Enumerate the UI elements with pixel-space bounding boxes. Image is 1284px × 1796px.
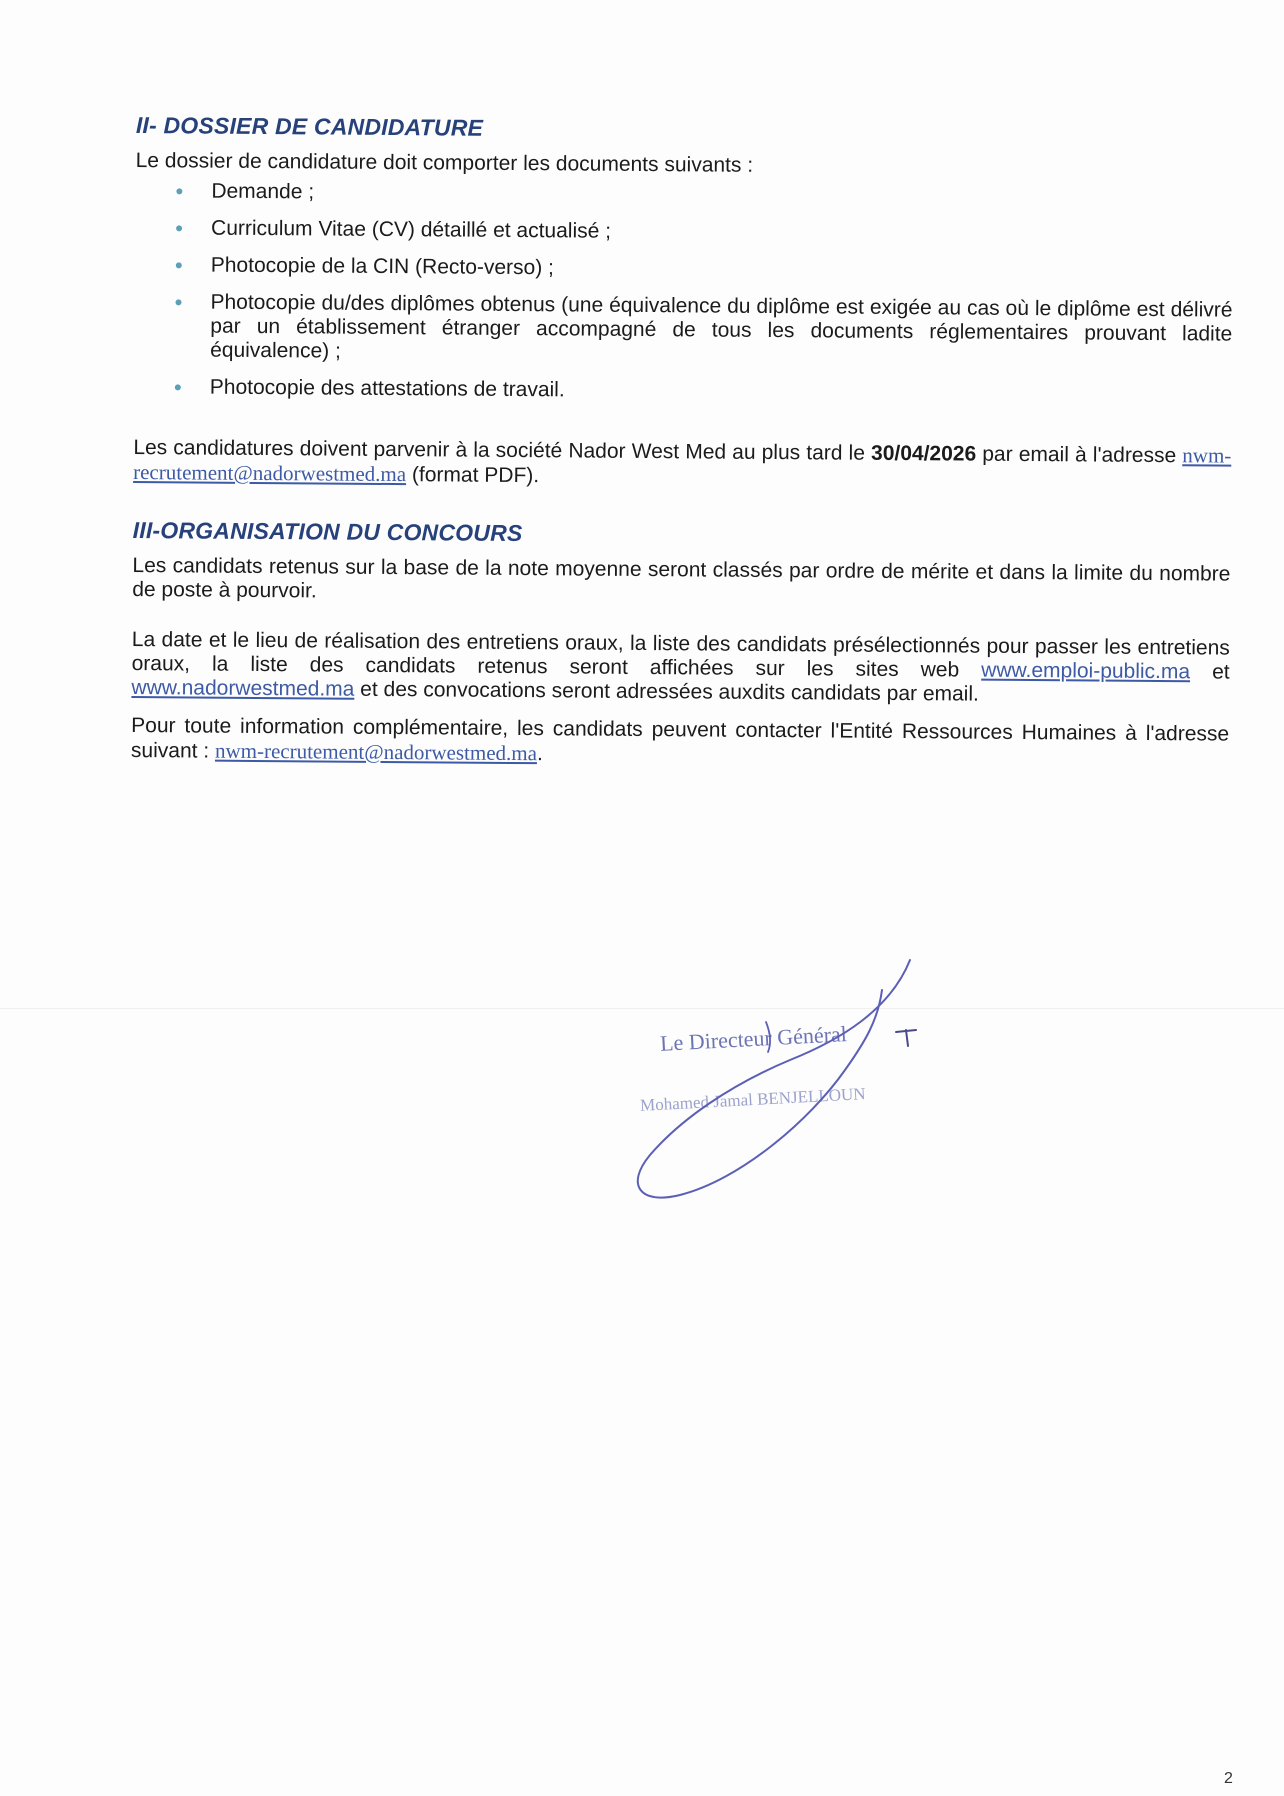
section-heading-dossier: II- DOSSIER DE CANDIDATURE [135,112,484,141]
page-number: 2 [1224,1770,1233,1787]
emploi-public-link[interactable]: www.emploi-public.ma [981,658,1191,684]
bullet-icon [176,262,182,268]
list-item: Photocopie du/des diplômes obtenus (une équivalence du diplôme est exigée au cas où le diplôme est délivré par un établissement étranger accompagné de tous les documents réglementaires prouvant ladite équivalence) ; [134,290,1233,371]
signatory-name: Mohamed Jamal BENJELLOUN [639,1084,867,1115]
bullet-icon [175,299,181,305]
organisation-paragraph-2: La date et le lieu de réalisation des entretiens oraux, la liste des candidats présélectionnés pour passer les entretiens oraux, la liste des candidats retenus seront affichées sur les sites web www.emploi-public.ma et www.nadorwestmed.ma et des convocations seront adressées auxdits candidats par email. [131,627,1230,706]
bullet-icon [176,225,182,231]
recruitment-email-link[interactable]: nwm-recrutement@nadorwestmed.ma [133,443,1232,487]
list-item: Photocopie des attestations de travail. [134,375,1232,408]
list-item: Demande ; [135,179,1233,212]
document-body [131,112,1234,772]
deadline-date: 30/04/2026 [870,441,977,466]
bullet-icon [175,384,181,390]
required-documents-list [134,179,1234,408]
signatory-title: Le Directeur Général [659,1021,848,1056]
bullet-icon [176,188,182,194]
deadline-paragraph: Les candidatures doivent parvenir à la société Nador West Med au plus tard le 30/04/2026 par email à l'adresse nwm-recrutement@nadorwestmed.ma (format PDF). [133,435,1232,488]
section-heading-organisation: III-ORGANISATION DU CONCOURS [132,516,523,547]
list-item: Photocopie de la CIN (Recto-verso) ; [135,253,1233,286]
organisation-paragraph-1: Les candidats retenus sur la base de la note moyenne seront classés par ordre de mérite et dans la limite du nombre de poste à pourvoir. [132,553,1231,603]
nadorwestmed-link[interactable]: www.nadorwestmed.ma [131,675,355,701]
contact-email-link[interactable]: nwm-recrutement@nadorwestmed.ma [214,738,538,766]
organisation-paragraph-3: Pour toute information complémentaire, les candidats peuvent contacter l'Entité Ressources Humaines à l'adresse suivant : nwm-recrutement@nadorwestmed.ma. [130,713,1230,766]
dossier-intro: Le dossier de candidature doit comporter les documents suivants : [135,148,754,177]
handwritten-signature [620,950,940,1210]
list-item: Curriculum Vitae (CV) détaillé et actualisé ; [135,216,1233,249]
signature-block [620,950,940,1210]
